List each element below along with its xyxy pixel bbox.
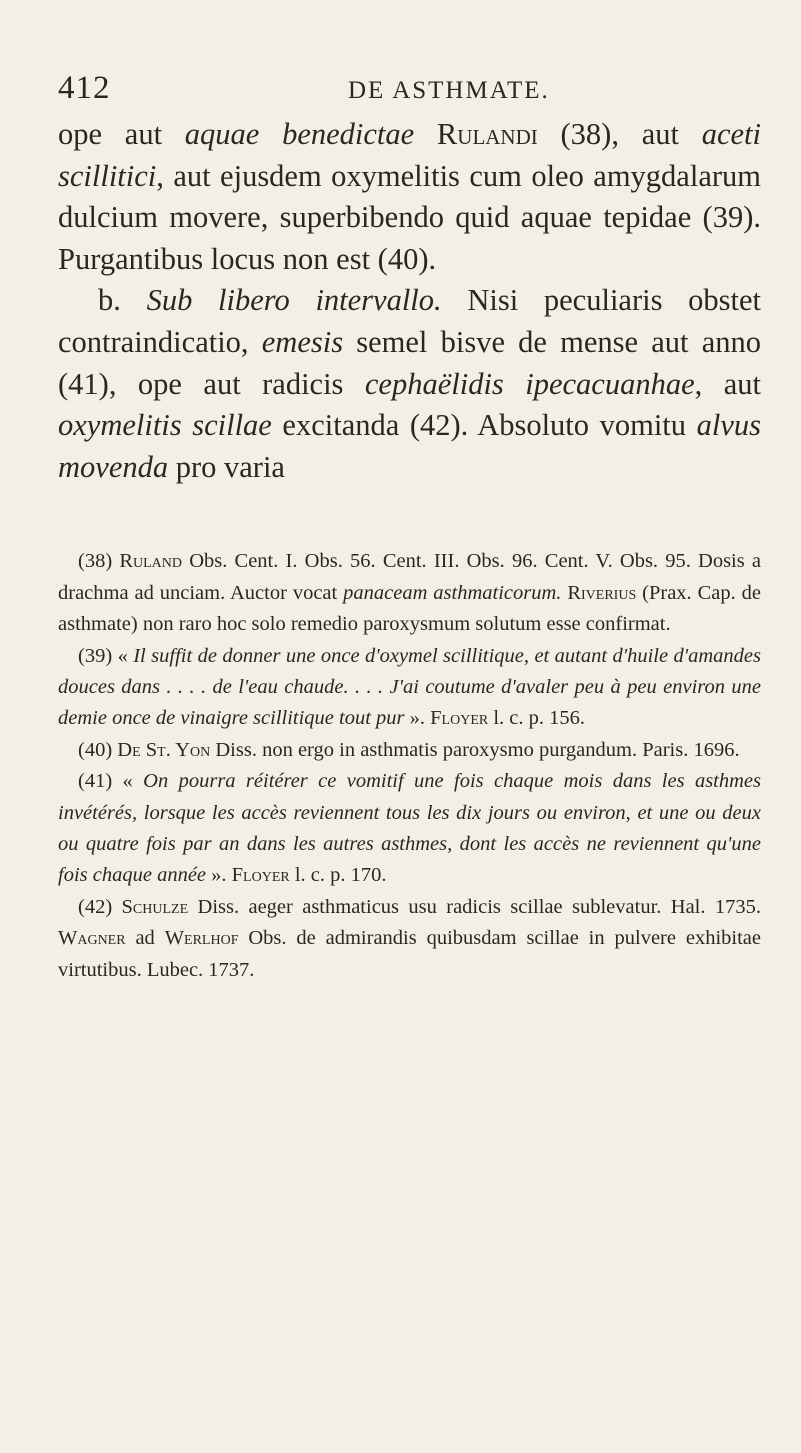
italic-run: On pourra réitérer ce vomitif une fois chaque mois dans les asthmes invétérés, lorsque les accès reviennent tous les dix jours ou environ, et une ou deux ou quatre fois par an dans les autres asthmes, dont les accès ne reviennent qu'une fois chaque année [58,770,761,887]
footnote-40 [58,735,761,766]
text-run: Diss. non ergo in asthmatis paroxysmo purgandum. Paris. 1696. [210,738,740,761]
text-run: (41) « [78,770,144,793]
main-text [58,114,761,488]
paragraph-2 [58,280,761,488]
text-run: Obs. Cent. I. Obs. 56. Cent. III. Obs. 96. Cent. V. Obs. 95. Dosis a drachma ad unciam. Auctor vocat [58,550,762,604]
text-run: Diss. aeger asthmaticus usu radicis scillae sublevatur. Hal. 1735. [188,895,761,918]
italic-run: panaceam asthmaticorum. [343,581,562,604]
italic-run: alvus movenda [58,408,761,484]
italic-run: Sub libero intervallo. [146,283,442,318]
text-run: (38) [78,550,120,573]
text-run: Obs. de admirandis quibusdam scillae in pulvere exhibitae virtutibus. Lubec. 1737. [58,927,761,981]
author-name: Rulandi [414,117,538,151]
text-run: , aut [694,366,761,401]
text-run: (40) [78,738,118,761]
author-name: Floyer [430,707,489,730]
text-run: b. [98,283,147,318]
italic-run: cephaëlidis ipecacuanhae [364,366,695,401]
text-run: (42) [78,895,122,918]
text-run: ad [125,927,165,950]
text-run: (38), aut [537,117,702,151]
author-name: Floyer [231,864,290,887]
text-run: l. c. p. 156. [488,707,586,730]
author-name: Ruland [119,550,183,573]
italic-run: aceti scillitici [58,117,761,193]
footnote-38 [58,546,761,640]
text-run: Nisi peculiaris obstet contraindicatio, [58,283,761,359]
footnotes [58,546,761,986]
text-run: ». [206,864,232,887]
page-number: 412 [58,70,111,106]
italic-run: emesis [261,324,344,359]
italic-run: aquae benedictae [184,117,415,151]
text-run: pro varia [168,449,285,484]
text-run: excitanda (42). Absoluto vomitu [271,408,697,443]
author-name: Wagner [58,927,126,950]
paragraph-1 [58,114,761,280]
author-name: Schulze [121,895,189,918]
text-run: (Prax. Cap. de asthmate) non raro hoc solo remedio paroxysmum solutum esse confirmat. [58,581,761,636]
footnote-39 [58,641,761,735]
text-run: semel bisve de mense aut anno (41), ope aut radicis [58,324,761,401]
page-header [58,70,761,106]
text-run: , aut ejusdem oxymelitis cum oleo amygdalarum dulcium movere, superbibendo quid aquae tepidae (39). Purgantibus locus non est (40). [58,158,761,276]
author-name: Riverius [561,581,637,604]
text-run: l. c. p. 170. [289,864,387,887]
footnote-41 [58,766,761,892]
text-run: ope aut [58,117,185,151]
footnote-42 [58,892,761,986]
italic-run: oxymelitis scillae [58,408,272,443]
text-run: (39) « [78,644,134,667]
author-name: De St. Yon [117,738,211,761]
running-title: DE ASTHMATE. [348,77,550,104]
author-name: Werlhof [164,927,239,950]
italic-run: Il suffit de donner une once d'oxymel scillitique, et autant d'huile d'amandes douces dans . . . . de l'eau chaude. . . . J'ai coutume d'avaler peu à peu environ une demie once de vinaigre scillitique tout pur [58,644,762,730]
text-run: ». [404,707,431,730]
